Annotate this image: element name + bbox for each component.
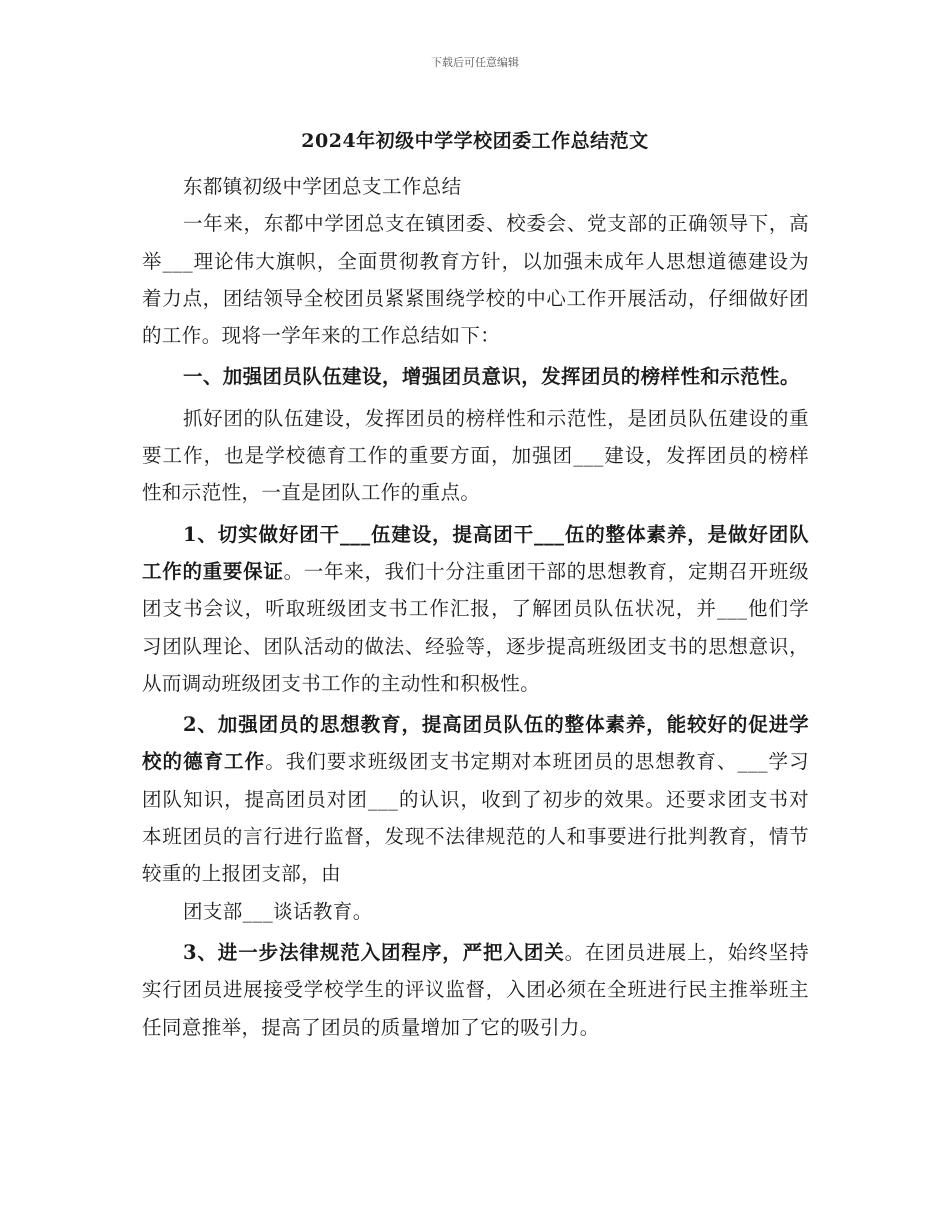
point-1-text: 。一年来，我们十分注重团干部的思想教育，定期召开班级团支书会议，听取班级团支书工作汇报，了解团员队伍状况，并___他们学习团队理论、团队活动的做法、经验等，逐步提高班级团支书的思想意识，从而调动班级团支书工作的主动性和积极性。	[142, 559, 809, 695]
document-body	[142, 168, 809, 1046]
point-2-text: 。我们要求班级团支书定期对本班团员的思想教育、___学习团队知识，提高团员对团___的认识，收到了初步的效果。还要求团支书对本班团员的言行进行监督，发现不法律规范的人和事要进行批判教育，情节较重的上报团支部，由	[142, 750, 809, 886]
point-2-heading: 2、加强团员的思想教育，提高团员队伍的整体素养，能较好的促进学校的德育工作	[142, 713, 809, 774]
document-title: 2024年初级中学学校团委工作总结范文	[301, 130, 649, 152]
paragraph-intro: 一年来，东都中学团总支在镇团委、校委会、党支部的正确领导下，高举___理论伟大旗帜，全面贯彻教育方针，以加强未成年人思想道德建设为着力点，团结领导全校团员紧紧围绕学校的中心工作开展活动，仔细做好团的工作。现将一学年来的工作总结如下：	[142, 212, 809, 348]
point-3-text: 。在团员进展上，始终坚持实行团员进展接受学校学生的评议监督，入团必须在全班进行民主推举班主任同意推举，提高了团员的质量增加了它的吸引力。	[142, 940, 809, 1039]
paragraph-point-2-continued: 团支部___谈话教育。	[182, 899, 373, 923]
paragraph-team-building: 抓好团的队伍建设，发挥团员的榜样性和示范性，是团员队伍建设的重要工作，也是学校德育工作的重要方面，加强团___建设，发挥团员的榜样性和示范性，一直是团队工作的重点。	[142, 406, 809, 505]
paragraph-point-1	[142, 516, 809, 702]
paragraph-subtitle: 东都镇初级中学团总支工作总结	[182, 175, 462, 198]
section-heading-1: 一、加强团员队伍建设，增强团员意识，发挥团员的榜样性和示范性。	[182, 365, 800, 389]
paragraph-point-2	[142, 706, 809, 892]
paragraph-point-3	[142, 934, 809, 1046]
point-3-heading: 3、进一步法律规范入团程序，严把入团关	[182, 940, 565, 964]
header-note: 下载后可任意编辑	[431, 56, 519, 69]
point-1-heading: 1、切实做好团干___伍建设，提高团干___伍的整体素养，是做好团队工作的重要保证	[142, 522, 809, 583]
